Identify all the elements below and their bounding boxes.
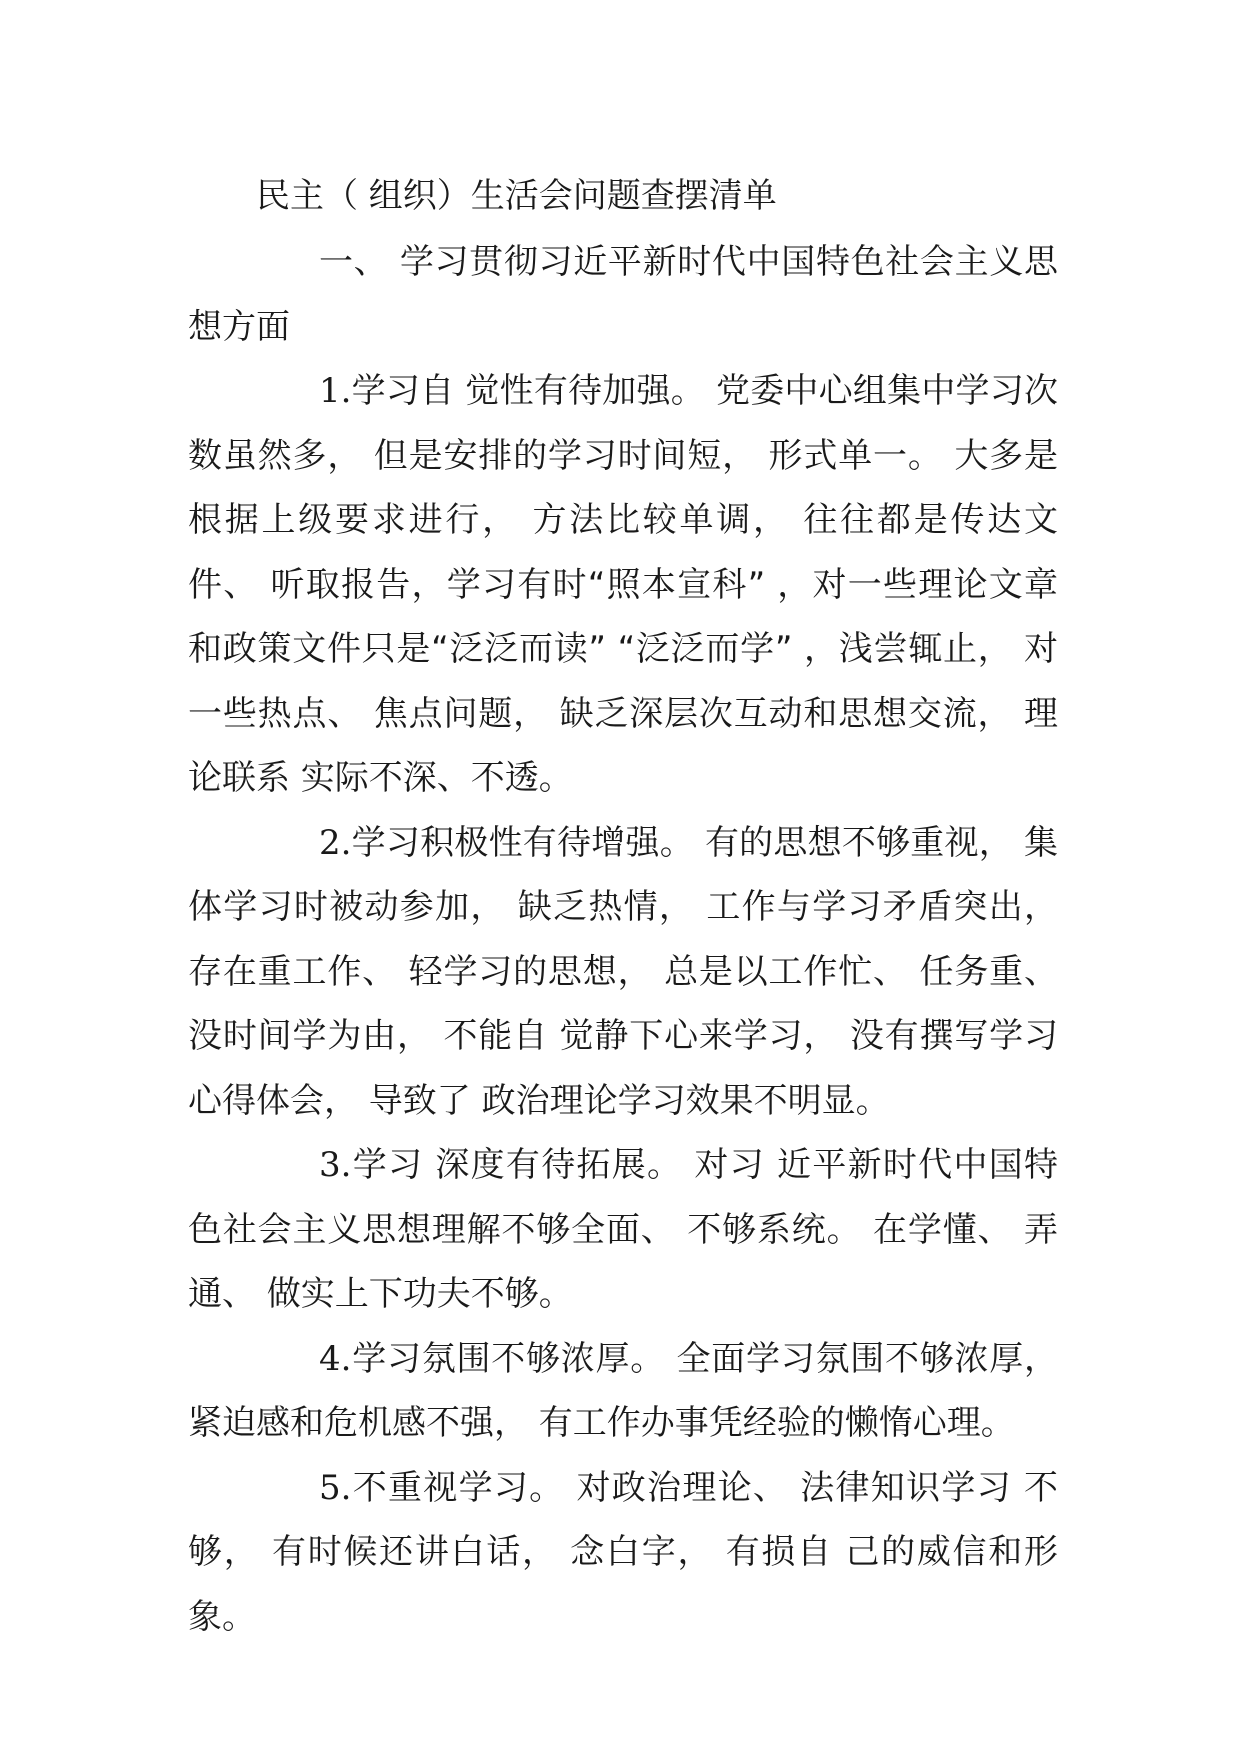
list-item-5 <box>188 1456 1058 1650</box>
item-text: 不重视学习。 对政治理论、 法律知识学习 不够， 有时候还讲白话， 念白字， 有损自 己的威信和形象。 <box>188 1467 1058 1637</box>
list-item-3 <box>188 1133 1058 1327</box>
document-title: 民主（ 组织）生活会问题查摆清单 <box>256 176 777 216</box>
item-text: 学习积极性有待增强。 有的思想不够重视， 集体学习时被动参加， 缺乏热情， 工作与学习矛盾突出， 存在重工作、 轻学习的思想， 总是以工作忙、 任务重、 没时间学为由， 不能自 觉静下心来学习， 没有撰写学习心得体会， 导致了 政治理论学习效果不明显。 <box>188 822 1058 1121</box>
item-number: 1. <box>319 371 352 411</box>
item-number: 5. <box>319 1467 352 1508</box>
item-number: 3. <box>319 1145 352 1185</box>
item-text: 学习自 觉性有待加强。 党委中心组集中学习次数虽然多， 但是安排的学习时间短， 形式单一。 大多是根据上级要求进行， 方法比较单调， 往往都是传达文件、 听取报告，学习有时“照本宣科” ，对一些理论文章和政策文件只是“泛泛而读” “泛泛而学” ，浅尝辄止， 对一些热点、 焦点问题， 缺乏深层次互动和思想交流， 理论联系 实际不深、不透。 <box>188 371 1058 798</box>
document-body <box>188 230 1058 1649</box>
section-heading: 一、 学习贯彻习近平新时代中国特色社会主义思想方面 <box>188 242 1058 347</box>
list-item-2 <box>188 811 1058 1134</box>
list-item-1 <box>188 359 1058 811</box>
item-text: 学习 深度有待拓展。 对习 近平新时代中国特色社会主义思想理解不够全面、 不够系统。 在学懂、 弄通、 做实上下功夫不够。 <box>188 1145 1058 1314</box>
item-text: 学习氛围不够浓厚。 全面学习氛围不够浓厚， 紧迫感和危机感不强， 有工作办事凭经验的懒惰心理。 <box>188 1338 1058 1443</box>
item-number: 2. <box>319 822 352 863</box>
item-number: 4. <box>319 1338 352 1379</box>
list-item-4 <box>188 1327 1058 1456</box>
